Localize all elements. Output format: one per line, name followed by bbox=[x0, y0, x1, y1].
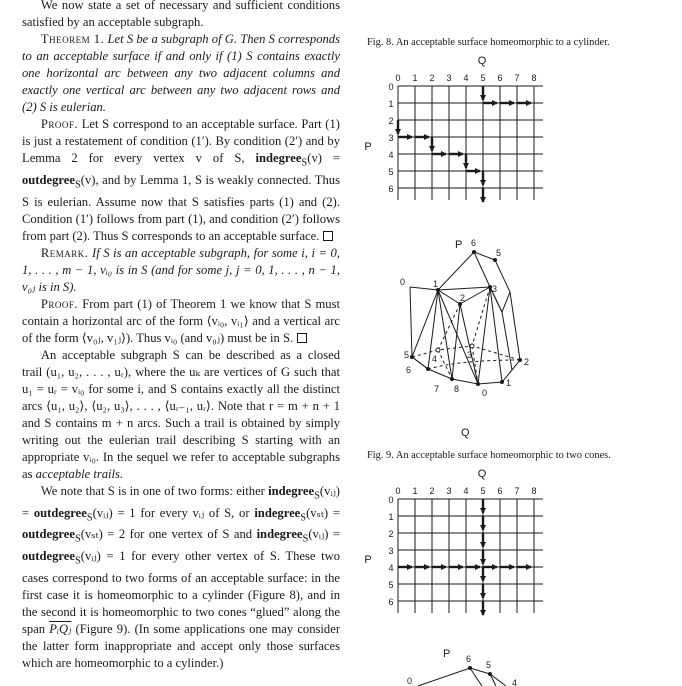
fig8-col-labels bbox=[395, 73, 536, 83]
forms-end: (Figure 9). (In some applications one may consider the latter form inappropriate and accept only those surfaces which are homeomorphic to a cylinder.) bbox=[22, 621, 341, 670]
row-label: 2 bbox=[388, 529, 394, 539]
outdegree-term: outdegree bbox=[33, 505, 87, 520]
fig8-p-label: P bbox=[364, 141, 372, 153]
fig8-row-labels bbox=[388, 82, 393, 194]
indegree-term: indegree bbox=[268, 484, 315, 499]
col-label: 4 bbox=[463, 73, 469, 83]
remark bbox=[22, 245, 340, 296]
fig8-caption: Fig. 8. An acceptable surface homeomorphic to a cylinder. bbox=[367, 37, 610, 48]
fig9-q-label: Q bbox=[477, 468, 487, 480]
col-label: 6 bbox=[497, 73, 503, 83]
proof-2 bbox=[22, 296, 340, 347]
col-label: 8 bbox=[531, 73, 537, 83]
fig9-surface-lines bbox=[418, 668, 506, 686]
node-label: 2 bbox=[524, 357, 530, 367]
col-label: 1 bbox=[412, 486, 418, 496]
fig9-surface-node-labels bbox=[407, 654, 517, 686]
forms-text: We note that S is in one of two forms: either bbox=[40, 484, 265, 499]
fig9-col-labels bbox=[395, 486, 536, 496]
forms-eq: (vᵢⱼ) = bbox=[22, 484, 340, 520]
paragraph-intro: We now state a set of necessary and sufficient conditions satisfied by an acceptable subgraph. bbox=[22, 0, 340, 30]
outdegree-term: outdegree bbox=[22, 172, 75, 187]
node-label: 4 bbox=[512, 678, 518, 686]
node-label: 0 bbox=[407, 676, 413, 686]
fig8-surface bbox=[370, 232, 550, 442]
forms-eq: (vᵢⱼ) = bbox=[308, 527, 340, 542]
col-label: 5 bbox=[480, 486, 486, 496]
node-label: 8 bbox=[454, 384, 460, 394]
row-label: 6 bbox=[388, 597, 394, 607]
col-label: 3 bbox=[446, 486, 452, 496]
col-label: 2 bbox=[429, 486, 435, 496]
proof-label: Proof. bbox=[40, 117, 79, 132]
col-label: 0 bbox=[395, 486, 401, 496]
row-label: 3 bbox=[388, 133, 394, 143]
fig8-surface-q-label: Q bbox=[461, 427, 470, 439]
col-label: 7 bbox=[514, 486, 520, 496]
row-label: 4 bbox=[388, 150, 394, 160]
col-label: 2 bbox=[429, 73, 435, 83]
node-label: 1 bbox=[506, 378, 512, 388]
theorem-label: Theorem 1. bbox=[40, 32, 105, 47]
row-label: 5 bbox=[388, 167, 394, 177]
node-label: 5 bbox=[486, 660, 492, 670]
fig9-grid bbox=[360, 463, 560, 623]
fig9-p-label: P bbox=[364, 554, 372, 566]
indegree-term: indegree bbox=[256, 527, 303, 542]
proof-text-b: and by Lemma 1, S is weakly connected. Thus S is eulerian. Assume now that S satisfies parts (1) and (2). Condition (1′) follows from part (1), and condition (2′) follows from part (2). Thus S corresponds to an acceptable surface. bbox=[22, 172, 340, 243]
fig8-surface-p-label: P bbox=[455, 239, 463, 251]
text-column bbox=[22, 0, 340, 672]
fig8-grid bbox=[360, 50, 560, 210]
col-label: 3 bbox=[446, 73, 452, 83]
node-label: 2 bbox=[460, 293, 466, 303]
remark-label: Remark. bbox=[40, 245, 89, 260]
node-label: 7 bbox=[434, 384, 440, 394]
fig8-surface-lines bbox=[410, 252, 520, 384]
col-label: 0 bbox=[395, 73, 401, 83]
indegree-term: indegree bbox=[254, 505, 301, 520]
node-label: 4 bbox=[432, 354, 438, 364]
subscript-s: S bbox=[74, 555, 81, 567]
node-label: 1 bbox=[433, 279, 439, 289]
span-pq: PᵢQⱼ bbox=[49, 621, 72, 636]
node-label: 3 bbox=[467, 350, 473, 360]
subscript-s: S bbox=[301, 157, 308, 169]
theorem-1 bbox=[22, 31, 340, 116]
row-label: 1 bbox=[388, 99, 394, 109]
theorem-body: Let S be a subgraph of G. Then S corresponds to an acceptable surface if and only if (1) S contains exactly one horizontal arc between any two adjacent columns and exactly one vertical arc between any two adjacent rows and (2) S is eulerian. bbox=[22, 32, 340, 115]
col-label: 4 bbox=[463, 486, 469, 496]
node-label: 3 bbox=[492, 284, 498, 294]
subscript-s: S bbox=[86, 512, 93, 524]
row-label: 4 bbox=[388, 563, 394, 573]
fig9-caption: Fig. 9. An acceptable surface homeomorphic to two cones. bbox=[367, 450, 611, 461]
row-label: 2 bbox=[388, 116, 394, 126]
proof-eq2: (v), bbox=[80, 172, 99, 187]
subscript-s: S bbox=[314, 490, 320, 502]
node-label: 0 bbox=[400, 277, 406, 287]
node-label: 5 bbox=[496, 248, 502, 258]
node-label: 6 bbox=[471, 238, 477, 248]
outdegree-term: outdegree bbox=[22, 549, 75, 564]
subscript-s: S bbox=[302, 533, 309, 545]
acceptable-trails-term: acceptable trails. bbox=[35, 467, 124, 482]
proof-label: Proof. bbox=[40, 296, 79, 311]
fig9-grid-lines bbox=[398, 499, 543, 613]
proof-eq: (v) = bbox=[307, 151, 341, 166]
subscript-s: S bbox=[74, 533, 81, 545]
forms-eq: (vᵢⱼ) = 1 for every vᵢⱼ of S, or bbox=[92, 505, 250, 520]
forms-eq: (vₛₜ) = bbox=[306, 505, 340, 520]
paragraph-forms bbox=[22, 483, 340, 672]
col-label: 1 bbox=[412, 73, 418, 83]
col-label: 6 bbox=[497, 486, 503, 496]
fig9-surface-p-label: P bbox=[443, 648, 451, 660]
row-label: 0 bbox=[388, 495, 394, 505]
paragraph-trail bbox=[22, 347, 340, 483]
node-label: 5 bbox=[404, 350, 410, 360]
fig8-q-label: Q bbox=[477, 55, 487, 67]
proof-text-a: Let S correspond to an acceptable surface. Part (1) is just a restatement of condition (1′). By condition (2′) and by Lemma 2 for every vertex v of S, bbox=[22, 117, 340, 166]
fig9-row-labels bbox=[388, 495, 393, 607]
qed-box-icon bbox=[323, 231, 333, 241]
fig9-surface bbox=[370, 640, 550, 686]
row-label: 1 bbox=[388, 512, 394, 522]
row-label: 5 bbox=[388, 580, 394, 590]
col-label: 5 bbox=[480, 73, 486, 83]
indegree-term: indegree bbox=[255, 151, 302, 166]
row-label: 3 bbox=[388, 546, 394, 556]
subscript-s: S bbox=[300, 512, 307, 524]
row-label: 6 bbox=[388, 184, 394, 194]
col-label: 7 bbox=[514, 73, 520, 83]
subscript-s: S bbox=[74, 179, 81, 191]
remark-body: If S is an acceptable subgraph, for some i, i = 0, 1, . . . , m − 1, vᵢ₀ is in S (and for some j, j = 0, 1, . . . , n − 1, v₀ⱼ is in S). bbox=[22, 245, 341, 294]
qed-box-icon bbox=[297, 333, 307, 343]
node-label: 0 bbox=[482, 388, 488, 398]
outdegree-term: outdegree bbox=[22, 527, 75, 542]
proof-1 bbox=[22, 116, 340, 244]
node-label: 6 bbox=[466, 654, 472, 664]
row-label: 0 bbox=[388, 82, 394, 92]
forms-eq: (vₛₜ) = 2 for one vertex of S and bbox=[80, 527, 253, 542]
forms-eq: (vᵢⱼ) = 1 for every other vertex of S. These two cases correspond to two forms of an acceptable surface: in the first case it is homeomorphic to a cylinder (Figure 8), and in the second it is homeomorphic to two cones “glued” along the span bbox=[22, 549, 340, 636]
node-label: 6 bbox=[406, 365, 412, 375]
col-label: 8 bbox=[531, 486, 537, 496]
proof-2-text: From part (1) of Theorem 1 we know that S must contain a horizontal arc of the form ⟨vᵢ₀, vᵢ₁⟩ and a vertical arc of the form ⟨v₀ⱼ, v₁ⱼ⟩). Thus vᵢ₀ (and v₀ⱼ) must be in S. bbox=[22, 296, 340, 345]
trail-text: An acceptable subgraph S can be described as a closed trail (u₁, u₂, . . . , uᵣ), where the uₖ are vertices of G such that u₁ = uᵣ = vᵢ₀ for some i, and S contains exactly all the distinct arcs ⟨u₁, u₂⟩, ⟨u₂, u₃⟩, . . . , ⟨uᵣ₋₁, uᵣ⟩. Note that r = m + n + 1 and S contains m + n arcs. Such a trail is obtained by simply writing out the eulerian trail describing S starting with an appropriate vᵢ₀. In the sequel we refer to acceptable subgraphs as bbox=[22, 347, 340, 482]
